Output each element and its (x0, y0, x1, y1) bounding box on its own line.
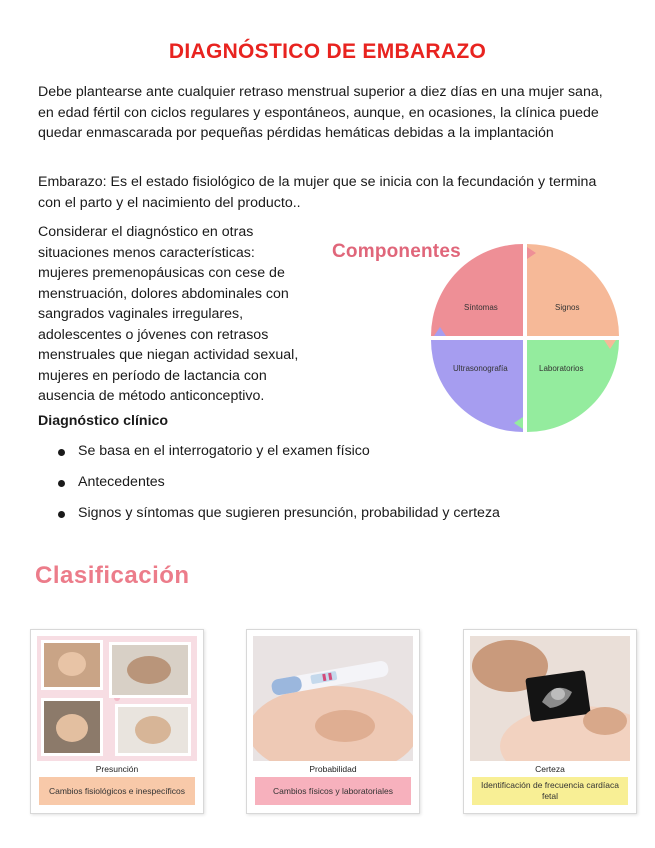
segment-label-sintomas: Síntomas (464, 303, 498, 312)
segment-signos (527, 244, 619, 336)
segment-label-ultrasonografia: Ultrasonografía (453, 364, 508, 373)
card-caption: Probabilidad (309, 764, 357, 774)
clinical-diagnosis-heading: Diagnóstico clínico (38, 413, 169, 429)
segment-sintomas (431, 244, 523, 336)
ultrasound-photo (470, 636, 630, 761)
card-caption: Presunción (95, 764, 139, 774)
components-diagram (428, 241, 622, 435)
definition-paragraph: Embarazo: Es el estado fisiológico de la mujer que se inicia con la fecundación y termina con el parto y el nacimiento del producto.. (38, 174, 597, 211)
card-tag: Cambios fisiológicos e inespecíficos (39, 777, 195, 805)
considerations-paragraph: Considerar el diagnóstico en otras situaciones menos características: mujeres premenopáusicas con cese de menstruación, dolores abdominales con sangrados vaginales irregulares, adolescentes o jóvenes con retrasos menstruales que niegan actividad sexual, mujeres en período de lactancia con ausencia de método anticonceptivo. (38, 224, 299, 404)
classification-title: Clasificación (35, 562, 190, 589)
page-title: DIAGNÓSTICO DE EMBARAZO (168, 40, 487, 63)
classification-card-certeza (463, 629, 637, 814)
segment-ultrasonografia (431, 340, 523, 432)
list-item: Se basa en el interrogatorio y el examen físico (56, 443, 500, 474)
card-caption: Certeza (535, 764, 565, 774)
intro-paragraph: Debe plantearse ante cualquier retraso menstrual superior a diez días en una mujer sana, en edad fértil con ciclos regulares y espontáneos, aunque, en ocasiones, la clínica puede quedar enmascarada por pequeñas pérdidas hemáticas debidas a la implantación (38, 84, 603, 141)
segment-label-signos: Signos (555, 303, 580, 312)
list-item: Antecedentes (56, 474, 500, 505)
clinical-diagnosis-list (56, 443, 500, 536)
presumption-photo-collage (37, 636, 197, 761)
card-tag: Identificación de frecuencia cardíaca fetal (472, 777, 628, 805)
pregnancy-test-photo (253, 636, 413, 761)
classification-card-presuncion (30, 629, 204, 814)
list-item: Signos y síntomas que sugieren presunción, probabilidad y certeza (56, 505, 500, 536)
classification-card-probabilidad (246, 629, 420, 814)
segment-laboratorios (527, 340, 619, 432)
components-title: Componentes (332, 241, 461, 262)
components-cycle-graphic (428, 241, 622, 435)
card-tag: Cambios físicos y laboratoriales (255, 777, 411, 805)
segment-label-laboratorios: Laboratorios (539, 364, 584, 373)
